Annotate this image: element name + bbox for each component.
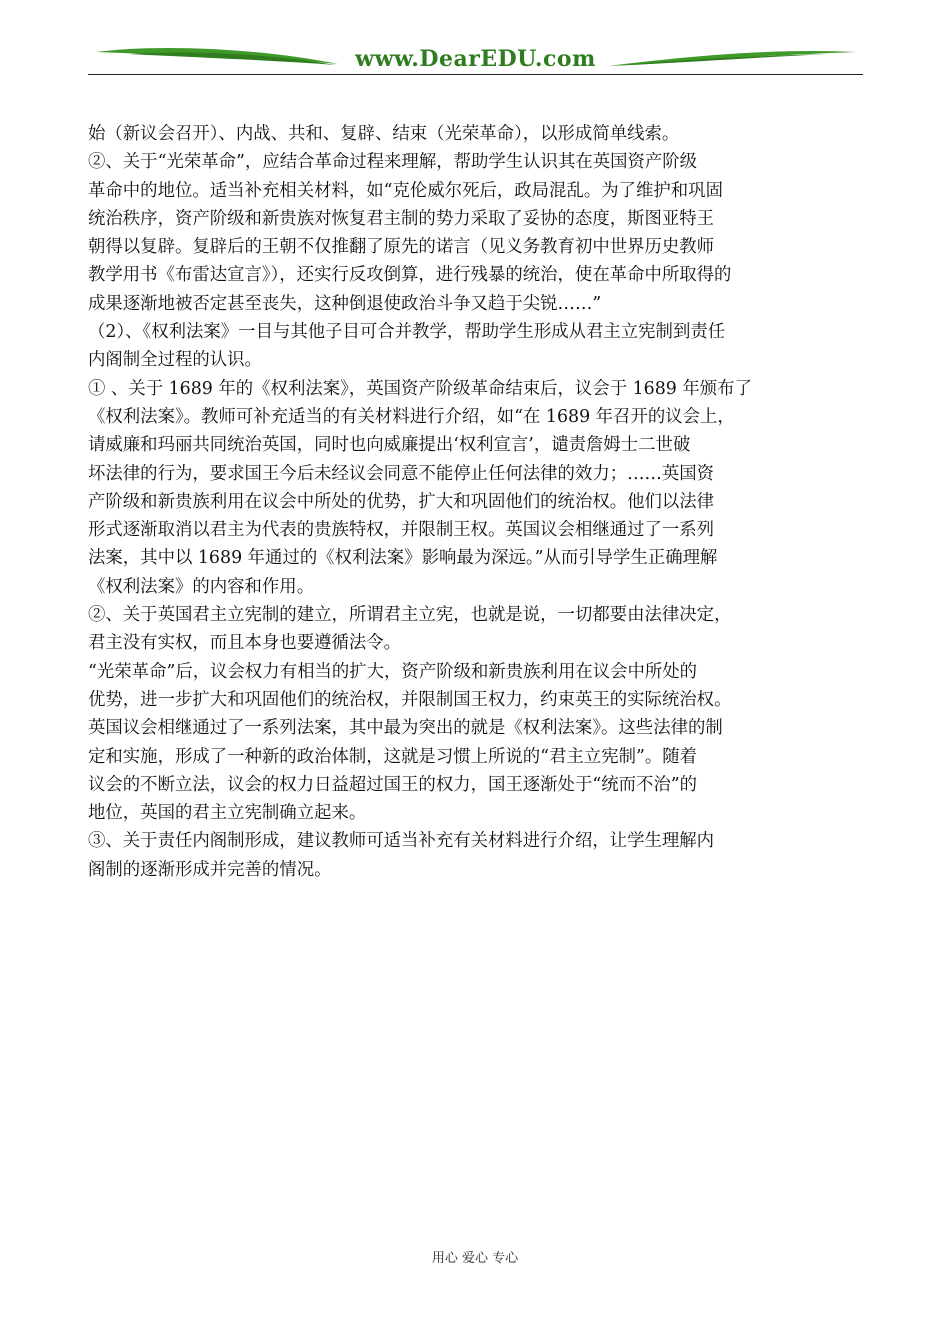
document-body [88, 120, 863, 884]
text-line: 君主没有实权，而且本身也要遵循法令。 [88, 633, 402, 654]
text-line: ②、关于英国君主立宪制的建立，所谓君主立宪，也就是说，一切都要由法律决定， [88, 605, 732, 626]
text-line: ① 、关于 1689 年的《权利法案》，英国资产阶级革命结束后，议会于 1689 年颁布了 [88, 378, 752, 399]
text-line: 始（新议会召开）、内战、共和、复辟、结束（光荣革命），以形成简单线索。 [88, 124, 680, 144]
text-line: ②、关于“光荣革命”，应结合革命过程来理解，帮助学生认识其在英国资产阶级 [88, 152, 698, 173]
text-line: 教学用书《布雷达宣言》），还实行反攻倒算，进行残暴的统治，使在革命中所取得的 [88, 265, 732, 286]
text-line: 英国议会相继通过了一系列法案，其中最为突出的就是《权利法案》。这些法律的制 [88, 718, 723, 739]
text-line: 议会的不断立法，议会的权力日益超过国王的权力，国王逐渐处于“统而不治”的 [88, 774, 698, 795]
header-divider [88, 74, 863, 75]
text-line: 优势，进一步扩大和巩固他们的统治权，并限制国王权力，约束英王的实际统治权。 [88, 689, 732, 710]
page-header [88, 38, 863, 78]
text-line: 统治秩序，资产阶级和新贵族对恢复君主制的势力采取了妥协的态度，斯图亚特王 [88, 208, 715, 229]
text-line: 定和实施，形成了一种新的政治体制，这就是习惯上所说的“君主立宪制”。随着 [88, 746, 698, 767]
text-line: 《权利法案》。教师可补充适当的有关材料进行介绍，如“在 1689 年召开的议会上， [88, 406, 735, 427]
text-line: “光荣革命”后，议会权力有相当的扩大，资产阶级和新贵族利用在议会中所处的 [88, 661, 698, 682]
text-line: ③、关于责任内阁制形成，建议教师可适当补充有关材料进行介绍，让学生理解内 [88, 831, 715, 852]
text-line: 形式逐渐取消以君主为代表的贵族特权，并限制王权。英国议会相继通过了一系列 [88, 520, 715, 541]
site-logo-text: www.DearEDU.com [355, 46, 596, 72]
text-line: 法案，其中以 1689 年通过的《权利法案》影响最为深远。”从而引导学生正确理解 [88, 548, 718, 569]
text-line: 内阁制全过程的认识。 [88, 350, 262, 371]
text-line: 朝得以复辟。复辟后的王朝不仅推翻了原先的诺言（见义务教育初中世界历史教师 [88, 237, 715, 258]
text-line: （2）、《权利法案》一目与其他子目可合并教学，帮助学生形成从君主立宪制到责任 [88, 322, 726, 343]
text-line: 《权利法案》的内容和作用。 [88, 576, 315, 597]
text-line: 成果逐渐地被否定甚至丧失，这种倒退使政治斗争又趋于尖锐……” [88, 293, 602, 314]
page-footer: 用心 爱心 专心 [431, 1251, 519, 1266]
text-line: 阁制的逐渐形成并完善的情况。 [88, 859, 332, 880]
text-line: 坏法律的行为，要求国王今后未经议会同意不能停止任何法律的效力；……英国资 [88, 463, 715, 484]
text-line: 产阶级和新贵族利用在议会中所处的优势，扩大和巩固他们的统治权。他们以法律 [88, 491, 715, 512]
text-line: 请威廉和玛丽共同统治英国，同时也向威廉提出‘权利宣言’，谴责詹姆士二世破 [88, 435, 691, 456]
text-line: 地位，英国的君主立宪制确立起来。 [88, 803, 367, 824]
text-line: 革命中的地位。适当补充相关材料，如“克伦威尔死后，政局混乱。为了维护和巩固 [88, 180, 723, 201]
